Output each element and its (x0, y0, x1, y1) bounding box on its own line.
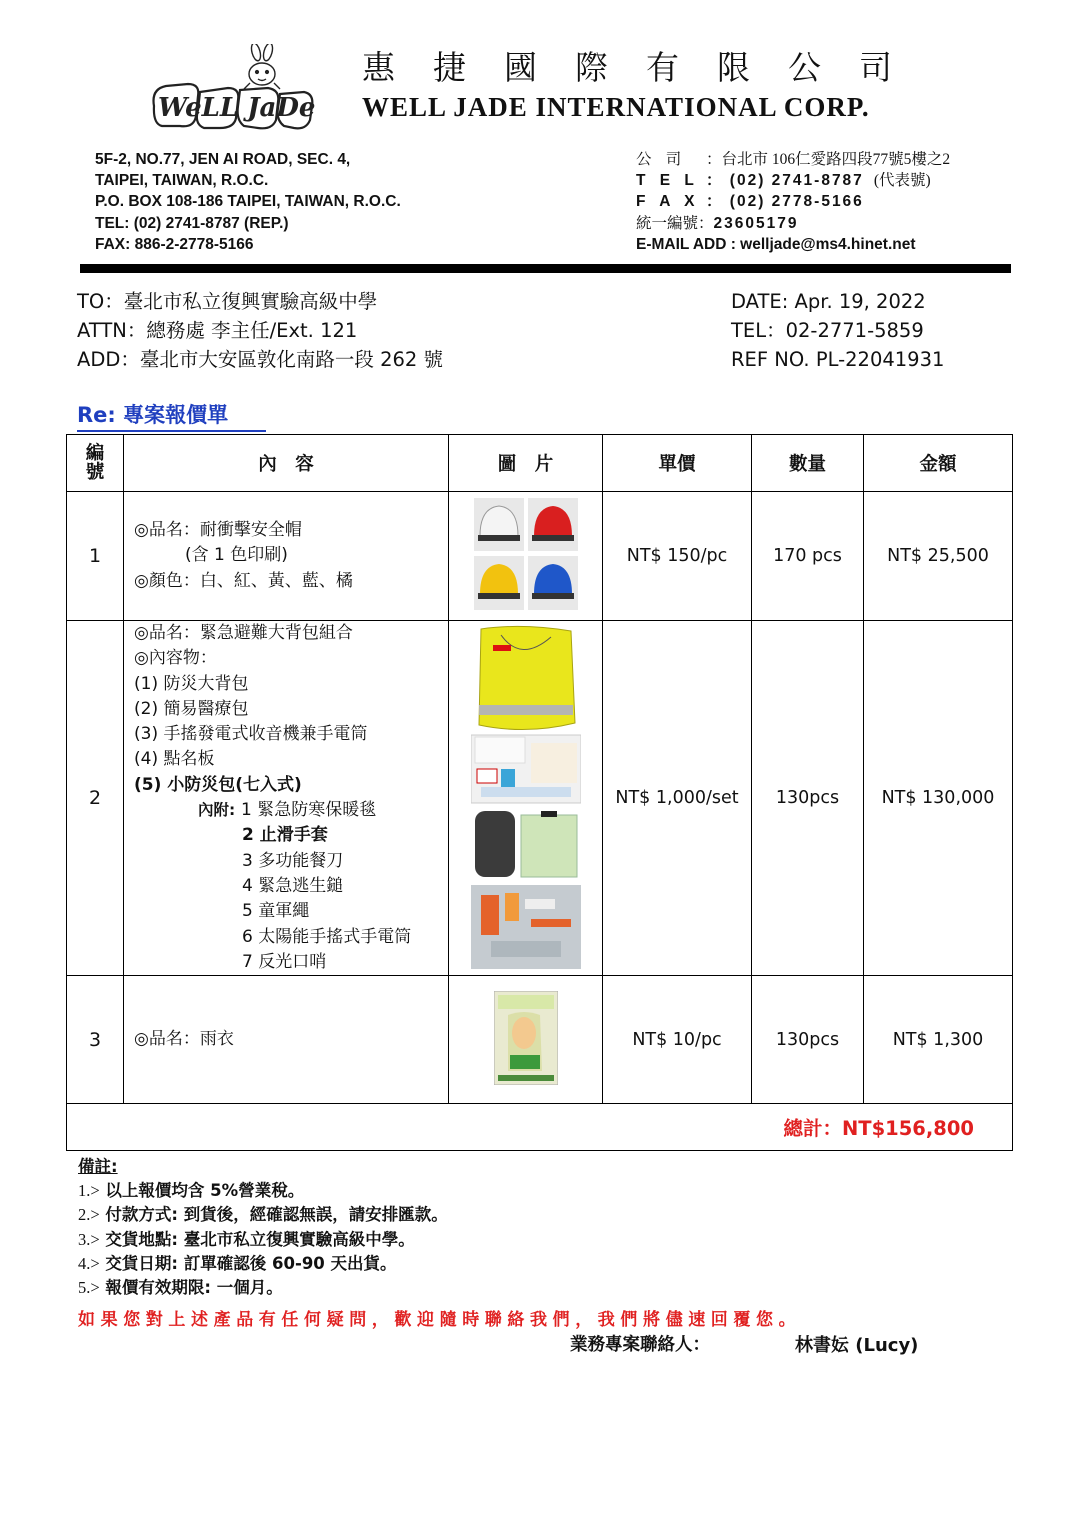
note-item: 3.> 交貨地點: 臺北市私立復興實驗高級中學。 (78, 1229, 415, 1249)
item-description (124, 621, 449, 976)
closing-message: 如果您對上述產品有任何疑問，歡迎隨時聯絡我們，我們將儘速回覆您。 (78, 1310, 802, 1330)
item-image-cell (449, 976, 603, 1104)
unit-price: NT$ 150/pc (603, 492, 752, 621)
quantity: 130pcs (752, 621, 864, 976)
sales-contact-label: 業務專案聯絡人： (570, 1335, 710, 1355)
amount: NT$ 1,300 (864, 976, 1013, 1104)
note-item: 5.> 報價有效期限: 一個月。 (78, 1278, 283, 1298)
subject-line: Re: 專案報價單 (77, 399, 266, 432)
total-row (67, 1104, 1013, 1151)
desc-line: (5) 小防災包(七入式) (134, 774, 302, 795)
note-item: 4.> 交貨日期: 訂單確認後 60-90 天出貨。 (78, 1253, 397, 1273)
note-item: 1.> 以上報價均含 5%營業稅。 (78, 1181, 305, 1201)
recipient-block (77, 287, 443, 374)
address-line: FAX: 886-2-2778-5166 (95, 235, 254, 253)
tel-label: T E L (636, 172, 699, 190)
add-line: ADD：臺北市大安區敦化南路一段 262 號 (77, 348, 443, 371)
item-image-cell (449, 492, 603, 621)
table-header-row (67, 435, 1013, 492)
sub-item: 4 緊急逃生鎚 (242, 875, 344, 896)
sub-items-label: 內附: (198, 801, 236, 820)
grand-total: 總計：NT$156,800 (67, 1104, 1013, 1151)
quote-table (66, 434, 1013, 1151)
company-logo (148, 44, 316, 134)
helmets-image (474, 498, 578, 610)
desc-line: ◎顏色：白、紅、黃、藍、橘 (134, 570, 353, 591)
raincoat-image (494, 991, 558, 1085)
email: E-MAIL ADD : welljade@ms4.hinet.net (636, 235, 916, 253)
col-header-unit-price: 單價 (603, 435, 752, 492)
item-number: 3 (67, 976, 124, 1104)
amount: NT$ 25,500 (864, 492, 1013, 621)
sub-item: 1 緊急防寒保暖毯 (241, 800, 377, 821)
sub-item: 7 反光口哨 (242, 951, 327, 972)
sub-item: 6 太陽能手搖式手電筒 (242, 926, 412, 947)
address-line: P.O. BOX 108-186 TAIPEI, TAIWAN, R.O.C. (95, 193, 401, 211)
col-header-image: 圖 片 (449, 435, 603, 492)
address-line: TEL: (02) 2741-8787 (REP.) (95, 214, 289, 232)
table-row (67, 492, 1013, 621)
desc-line: (2) 簡易醫療包 (134, 698, 249, 719)
attn-line: ATTN：總務處 李主任/Ext. 121 (77, 319, 358, 342)
item-number: 1 (67, 492, 124, 621)
sub-item: 2 止滑手套 (242, 825, 328, 846)
to-line: TO：臺北市私立復興實驗高級中學 (77, 290, 378, 313)
contact-block (636, 149, 950, 255)
company-address-value: ：台北市 106仁愛路四段77號5樓之2 (706, 151, 951, 168)
tel-value: ： (02) 2741-8787 (706, 172, 864, 190)
emergency-kit-image (471, 623, 581, 969)
desc-line: (4) 點名板 (134, 749, 215, 770)
header-divider (80, 264, 1011, 273)
desc-line: ◎品名：緊急避難大背包組合 (134, 623, 353, 643)
sub-item: 5 童軍繩 (242, 901, 310, 922)
rabbit-icon (244, 44, 280, 89)
desc-line: (1) 防災大背包 (134, 673, 249, 694)
tax-id-label: 統一編號： (636, 214, 714, 232)
fax-value: ： (02) 2778-5166 (706, 193, 864, 211)
unit-price: NT$ 10/pc (603, 976, 752, 1104)
address-line: 5F-2, NO.77, JEN AI ROAD, SEC. 4, (95, 151, 351, 168)
col-header-no: 編 號 (67, 435, 124, 492)
meta-block (731, 287, 944, 374)
table-row (67, 976, 1013, 1104)
tel-line: TEL：02-2771-5859 (731, 319, 924, 342)
desc-line: ◎品名：雨衣 (134, 1029, 234, 1049)
address-line: TAIPEI, TAIWAN, R.O.C. (95, 172, 269, 190)
desc-line: (3) 手搖發電式收音機兼手電筒 (134, 724, 368, 745)
ref-line: REF NO. PL-22041931 (731, 348, 945, 371)
notes-block (78, 1155, 448, 1300)
svg-text:WeLL JaDe: WeLL JaDe (158, 93, 316, 123)
desc-line: ◎內容物： (134, 648, 217, 669)
desc-line: ◎品名：耐衝擊安全帽 (134, 520, 302, 541)
quantity: 130pcs (752, 976, 864, 1104)
tel-note: (代表號) (873, 172, 931, 190)
sales-contact-name: 林書妘 (Lucy) (795, 1335, 919, 1356)
fax-label: F A X (636, 193, 700, 211)
notes-heading: 備註: (78, 1157, 118, 1176)
amount: NT$ 130,000 (864, 621, 1013, 976)
company-name-en: WELL JADE INTERNATIONAL CORP. (362, 92, 870, 122)
table-row (67, 621, 1013, 976)
address-en (95, 149, 401, 255)
note-item: 2.> 付款方式: 到貨後，經確認無誤，請安排匯款。 (78, 1205, 448, 1225)
desc-line: (含 1 色印刷) (134, 545, 288, 566)
company-address-label: 公 司 (636, 151, 687, 168)
tax-id-value: 23605179 (713, 214, 799, 232)
item-number: 2 (67, 621, 124, 976)
col-header-quantity: 數量 (752, 435, 864, 492)
item-description (124, 976, 449, 1104)
col-header-content: 內 容 (124, 435, 449, 492)
company-name-zh: 惠捷國際有限公司 (362, 48, 930, 87)
date-line: DATE: Apr. 19, 2022 (731, 290, 926, 313)
unit-price: NT$ 1,000/set (603, 621, 752, 976)
item-description (124, 492, 449, 621)
quantity: 170 pcs (752, 492, 864, 621)
item-image-cell (449, 621, 603, 976)
sub-item: 3 多功能餐刀 (242, 850, 344, 871)
col-header-amount: 金額 (864, 435, 1013, 492)
